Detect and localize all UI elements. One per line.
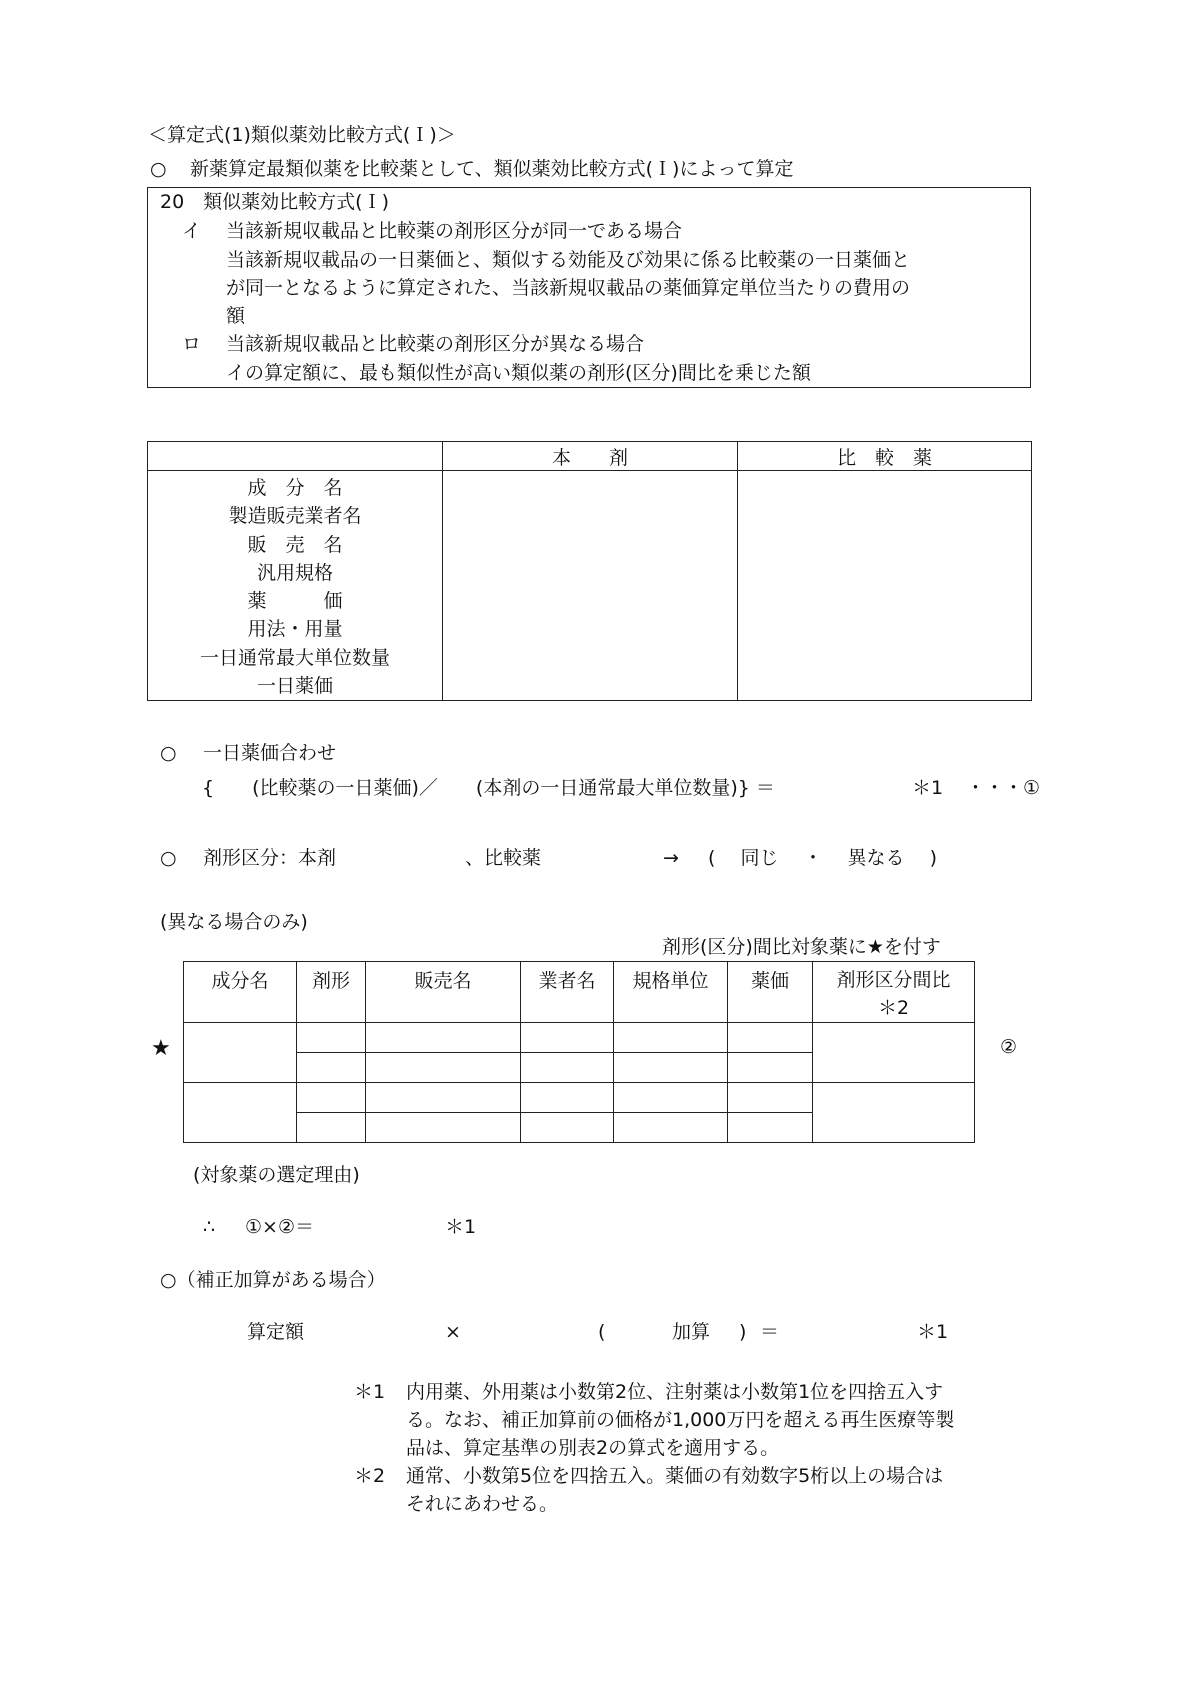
compare-row-label: 一日通常最大単位数量 bbox=[199, 646, 390, 669]
result-note: ＊1 bbox=[445, 1216, 477, 1238]
rule-i-body-line: 額 bbox=[226, 305, 246, 327]
ratio-header-sub: ＊2 bbox=[877, 997, 910, 1019]
compare-row-label: 汎用規格 bbox=[256, 561, 333, 584]
compare-header-blank bbox=[148, 442, 443, 471]
ratio-header: 薬価 bbox=[728, 962, 813, 1023]
ratio-cell[interactable] bbox=[521, 1113, 614, 1143]
ratio-cell[interactable] bbox=[614, 1083, 728, 1113]
compare-header-compare: 比 較 薬 bbox=[738, 442, 1032, 471]
form-arrow: → bbox=[663, 847, 679, 869]
compare-row-label: 販 売 名 bbox=[247, 533, 343, 556]
ratio-header: 販売名 bbox=[366, 962, 521, 1023]
ratio-table bbox=[183, 961, 975, 1143]
compare-main-cell[interactable] bbox=[443, 471, 738, 701]
correction-equals: ＝ bbox=[760, 1321, 780, 1343]
compare-row-label: 一日薬価 bbox=[256, 675, 333, 698]
ratio-cell[interactable] bbox=[297, 1083, 366, 1113]
daily-ref: ・・・① bbox=[966, 777, 1041, 799]
rule-ro-title: 当該新規収載品と比較薬の剤形区分が異なる場合 bbox=[226, 333, 645, 355]
ratio-ref: ② bbox=[1000, 1036, 1018, 1058]
rule-i-body-line: 当該新規収載品の一日薬価と、類似する効能及び効果に係る比較薬の一日薬価と bbox=[226, 249, 911, 271]
ratio-cell[interactable] bbox=[184, 1023, 297, 1083]
rule-i-body-line: が同一となるように算定された、当該新規収載品の薬価算定単位当たりの費用の bbox=[226, 277, 911, 299]
diff-only: (異なる場合のみ) bbox=[160, 911, 308, 933]
ratio-cell[interactable] bbox=[297, 1113, 366, 1143]
correction-paren-open: ( bbox=[598, 1321, 606, 1343]
ratio-header-ratio bbox=[813, 962, 975, 1023]
correction-heading: ○（補正加算がある場合） bbox=[160, 1269, 386, 1291]
ratio-cell[interactable] bbox=[521, 1053, 614, 1083]
ratio-header: 業者名 bbox=[521, 962, 614, 1023]
ratio-cell[interactable] bbox=[728, 1083, 813, 1113]
daily-label: 一日薬価合わせ bbox=[203, 742, 337, 764]
compare-row-label: 薬 価 bbox=[247, 590, 343, 613]
ratio-header: 成分名 bbox=[184, 962, 297, 1023]
ratio-cell[interactable] bbox=[813, 1023, 975, 1083]
compare-compare-cell[interactable] bbox=[738, 471, 1032, 701]
correction-note: ＊1 bbox=[917, 1321, 949, 1343]
page-title: ＜算定式(1)類似薬効比較方式(Ｉ)＞ bbox=[148, 124, 456, 146]
compare-row-label: 成 分 名 bbox=[247, 477, 343, 499]
ratio-cell[interactable] bbox=[366, 1113, 521, 1143]
correction-label: 算定額 bbox=[247, 1321, 305, 1343]
ratio-cell[interactable] bbox=[813, 1083, 975, 1143]
daily-bullet: ○ bbox=[160, 742, 177, 764]
ratio-cell[interactable] bbox=[521, 1083, 614, 1113]
compare-header-main: 本 剤 bbox=[443, 442, 738, 471]
footnote-line: 内用薬、外用薬は小数第2位、注射薬は小数第1位を四捨五入す bbox=[406, 1381, 944, 1403]
footnote-line: それにあわせる。 bbox=[406, 1493, 559, 1515]
compare-row-label: 製造販売業者名 bbox=[228, 505, 362, 528]
form-compare: 、比較薬 bbox=[465, 847, 542, 869]
daily-formula: { (比較薬の一日薬価)／ (本剤の一日通常最大単位数量)} ＝ bbox=[202, 777, 775, 799]
selection-reason: (対象薬の選定理由) bbox=[193, 1164, 360, 1186]
ratio-cell[interactable] bbox=[366, 1023, 521, 1053]
ratio-cell[interactable] bbox=[614, 1053, 728, 1083]
ratio-header: 規格単位 bbox=[614, 962, 728, 1023]
compare-row-labels bbox=[148, 471, 443, 701]
footnote-mark: ＊2 bbox=[354, 1465, 386, 1487]
intro-text: 新薬算定最類似薬を比較薬として、類似薬効比較方式(Ｉ)によって算定 bbox=[190, 158, 794, 180]
rule-ro-mark: ロ bbox=[182, 333, 202, 355]
rule-i-title: 当該新規収載品と比較薬の剤形区分が同一である場合 bbox=[226, 220, 683, 242]
footnote-mark: ＊1 bbox=[354, 1381, 386, 1403]
ratio-cell[interactable] bbox=[184, 1083, 297, 1143]
correction-add: 加算 bbox=[672, 1321, 711, 1343]
footnote-line: 通常、小数第5位を四捨五入。薬価の有効数字5桁以上の場合は bbox=[406, 1465, 944, 1487]
form-choice[interactable]: ( 同じ ・ 異なる ) bbox=[708, 847, 937, 869]
star-marker: ★ bbox=[151, 1036, 171, 1061]
ratio-cell[interactable] bbox=[297, 1053, 366, 1083]
ratio-cell[interactable] bbox=[728, 1053, 813, 1083]
rule-ro-body: イの算定額に、最も類似性が高い類似薬の剤形(区分)間比を乗じた額 bbox=[226, 362, 811, 384]
intro-bullet: ○ bbox=[150, 158, 167, 180]
ratio-cell[interactable] bbox=[614, 1113, 728, 1143]
form-bullet: ○ bbox=[160, 847, 177, 869]
form-label: 剤形区分：本剤 bbox=[203, 847, 337, 869]
ratio-cell[interactable] bbox=[366, 1053, 521, 1083]
ratio-cell[interactable] bbox=[297, 1023, 366, 1053]
footnote-line: 品は、算定基準の別表2の算式を適用する。 bbox=[406, 1437, 780, 1459]
rule-i-mark: イ bbox=[182, 220, 202, 242]
daily-note: ＊1 bbox=[912, 777, 944, 799]
correction-paren-close: ) bbox=[739, 1321, 747, 1343]
ratio-cell[interactable] bbox=[614, 1023, 728, 1053]
result-formula: ①×②＝ bbox=[245, 1216, 314, 1238]
correction-times: × bbox=[445, 1321, 461, 1343]
ratio-cell[interactable] bbox=[521, 1023, 614, 1053]
ratio-cell[interactable] bbox=[728, 1023, 813, 1053]
ratio-header: 剤形 bbox=[297, 962, 366, 1023]
compare-row-label: 用法・用量 bbox=[247, 618, 343, 641]
ratio-cell[interactable] bbox=[366, 1083, 521, 1113]
footnote-line: る。なお、補正加算前の価格が1,000万円を超える再生医療等製 bbox=[406, 1409, 955, 1431]
compare-table bbox=[147, 441, 1032, 701]
therefore-mark: ∴ bbox=[203, 1216, 216, 1238]
ratio-header: 剤形区分間比 bbox=[836, 969, 951, 991]
star-note: 剤形(区分)間比対象薬に★を付す bbox=[662, 936, 941, 958]
ratio-cell[interactable] bbox=[728, 1113, 813, 1143]
rule-heading: 20 類似薬効比較方式(Ｉ) bbox=[160, 191, 390, 213]
